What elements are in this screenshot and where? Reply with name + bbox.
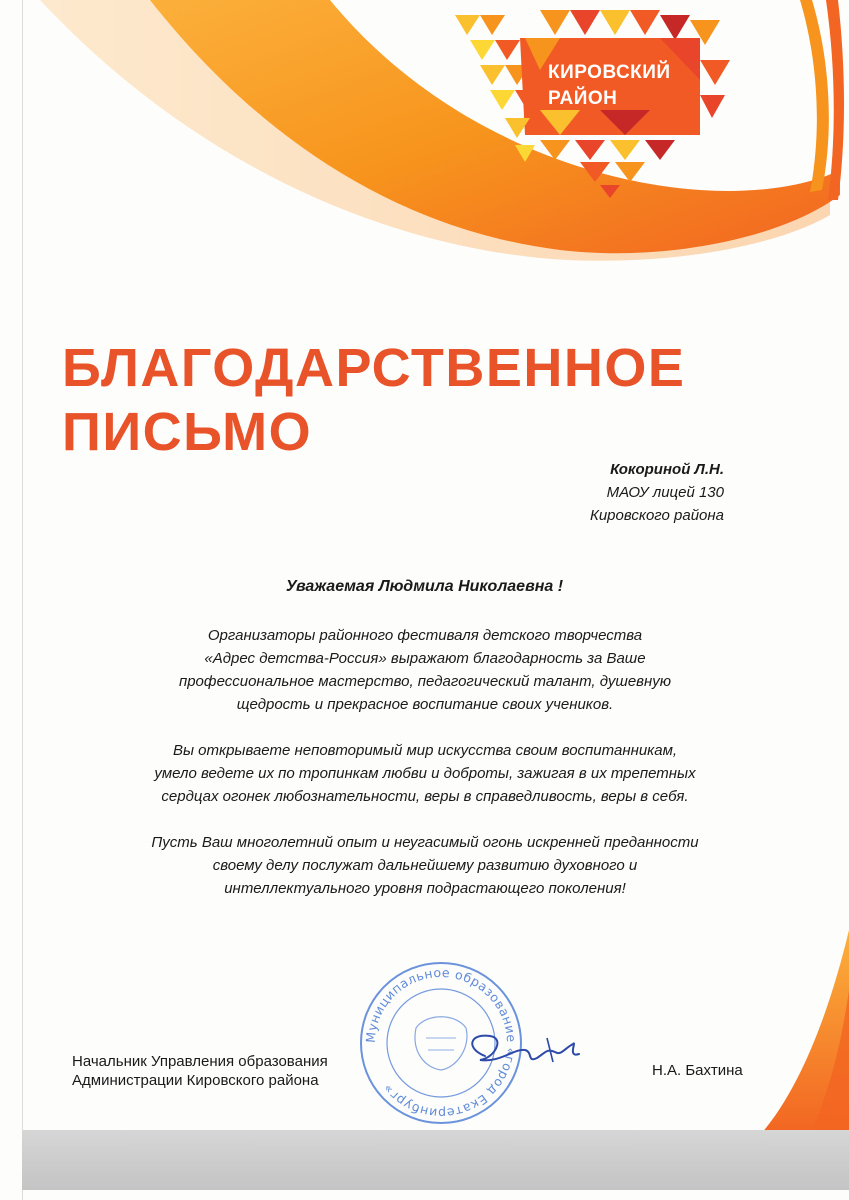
title-line-2: ПИСЬМО [62, 402, 313, 462]
logo-line-2: РАЙОН [548, 88, 618, 109]
recipient-district: Кировского района [590, 507, 724, 524]
paragraph-1 [80, 624, 770, 716]
paragraph-2 [80, 739, 770, 808]
letter-title [62, 336, 702, 464]
signer-position [72, 1052, 372, 1090]
position-line-1: Начальник Управления образования [72, 1053, 328, 1070]
title-line-1: БЛАГОДАРСТВЕННОЕ [62, 338, 686, 398]
recipient-block [440, 458, 724, 527]
greeting: Уважаемая Людмила Николаевна ! [285, 578, 564, 595]
position-line-2: Администрации Кировского района [72, 1072, 319, 1089]
handwritten-signature [455, 1018, 585, 1078]
recipient-org: МАОУ лицей 130 [606, 484, 724, 501]
logo-line-1: КИРОВСКИЙ [548, 62, 671, 83]
letter-body [80, 624, 770, 923]
paragraph-line: Пусть Ваш многолетний опыт и неугасимый огонь искренней преданности [151, 834, 699, 851]
paragraph-line: «Адрес детства-Россия» выражают благодарность за Ваше [204, 650, 646, 667]
footer-bar [22, 1130, 849, 1190]
paragraph-line: своему делу послужат дальнейшему развитию духовного и [212, 857, 638, 874]
signer-name: Н.А. Бахтина [652, 1062, 743, 1079]
paragraph-line: щедрость и прекрасное воспитание своих учеников. [236, 696, 614, 713]
stamp-text: Муниципальное образование «город Екатеринбург» [362, 964, 520, 1122]
paragraph-line: интеллектуального уровня подрастающего поколения! [224, 880, 626, 897]
paragraph-line: Вы открываете неповторимый мир искусства своим воспитанникам, [172, 742, 678, 759]
recipient-name: Кокориной Л.Н. [610, 461, 724, 478]
kirovsky-district-logo [0, 0, 849, 200]
paragraph-line: сердцах огонек любознательности, веры в справедливость, веры в себя. [161, 788, 689, 805]
paragraph-line: Организаторы районного фестиваля детского творчества [207, 627, 643, 644]
logo-text [548, 60, 678, 112]
paragraph-line: профессиональное мастерство, педагогический талант, душевную [178, 673, 672, 690]
paragraph-3 [80, 831, 770, 900]
paragraph-line: умело ведете их по тропинкам любви и доброты, зажигая в их трепетных [154, 765, 696, 782]
